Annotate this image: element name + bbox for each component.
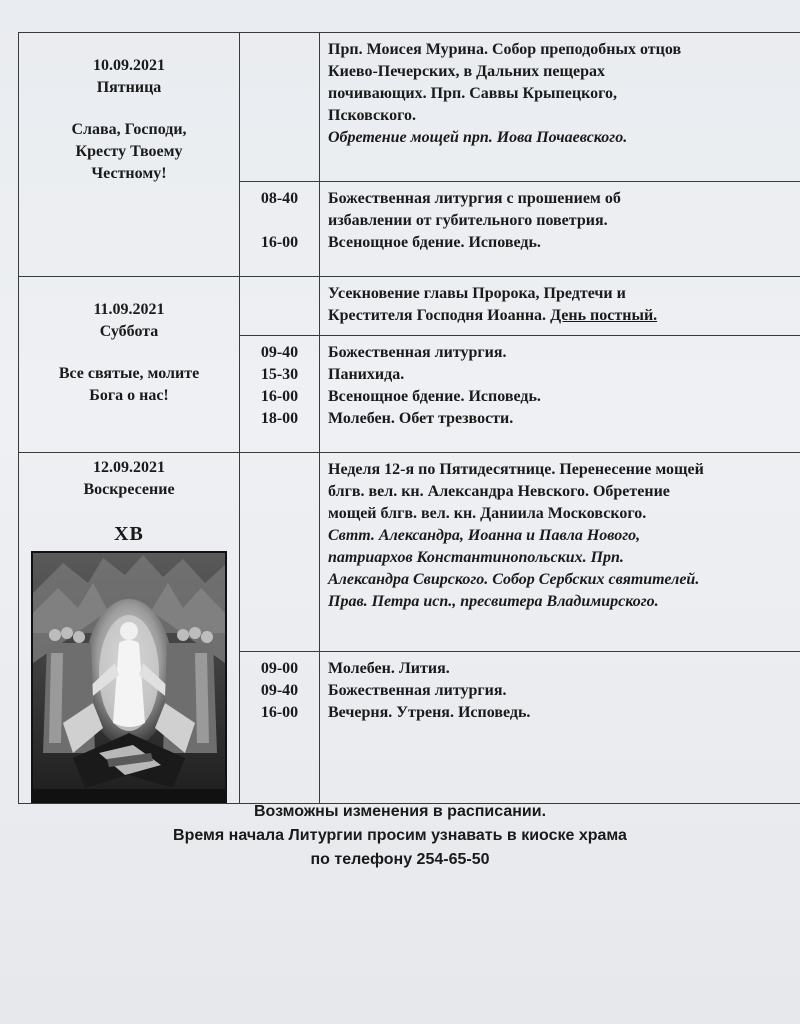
day2-feast-row — [19, 277, 800, 336]
service-time: 16-00 — [260, 703, 299, 721]
day3-date-cell — [19, 453, 240, 804]
day3-feast-line: блгв. вел. кн. Александра Невского. Обретение — [328, 483, 670, 500]
day1-feast-line: Киево-Печерских, в Дальних пещерах — [328, 63, 605, 80]
service-text: Всенощное бдение. Исповедь. — [328, 388, 541, 405]
footer-line: Возможны изменения в расписании. — [253, 803, 547, 820]
schedule-table — [18, 32, 800, 804]
service-time: 09-40 — [260, 344, 299, 361]
day3-feast-italic: Свтт. Александра, Иоанна и Павла Нового, — [328, 527, 641, 544]
day2-times-cell — [240, 336, 320, 453]
fast-day-label: День постный. — [550, 307, 658, 324]
service-text: Божественная литургия с прошением об — [328, 190, 621, 207]
day1-motto-line: Слава, Господи, — [71, 121, 187, 138]
icon-caption: ХВ — [114, 523, 144, 545]
service-time: 09-40 — [260, 681, 299, 699]
day3-services-cell — [320, 651, 800, 803]
day2-feast-time-cell — [240, 277, 320, 336]
day2-motto-line: Бога о нас! — [89, 387, 169, 404]
day1-feast-line: Прп. Моисея Мурина. Собор преподобных отцов — [328, 41, 682, 58]
service-text: Молебен. Обет трезвости. — [328, 410, 514, 427]
day1-weekday: Пятница — [96, 79, 162, 96]
day2-date: 11.09.2021 — [93, 301, 165, 318]
day3-feast-italic: патриархов Константинопольских. Прп. — [328, 549, 624, 566]
service-text: Молебен. Лития. — [328, 659, 450, 677]
service-text: Вечерня. Утреня. Исповедь. — [328, 703, 531, 721]
day3-feast-italic: Прав. Петра исп., пресвитера Владимирского. — [328, 593, 659, 610]
service-time: 09-00 — [260, 659, 299, 677]
service-text: Божественная литургия. — [328, 681, 507, 699]
service-time: 16-00 — [260, 234, 299, 251]
day2-feast-line: Усекновение главы Пророка, Предтечи и — [328, 285, 626, 302]
day3-date: 12.09.2021 — [93, 459, 165, 476]
service-text: Панихида. — [328, 366, 405, 383]
day1-date-cell — [19, 33, 240, 277]
day1-date: 10.09.2021 — [93, 57, 165, 74]
day3-feast-time-cell — [240, 453, 320, 652]
day1-feast-row — [19, 33, 800, 182]
day3-feast-row — [19, 453, 800, 652]
service-text: Всенощное бдение. Исповедь. — [328, 234, 541, 251]
day2-feast-line: Крестителя Господня Иоанна. — [328, 307, 547, 324]
day1-motto-line: Честному! — [91, 165, 167, 182]
day1-times-cell — [240, 182, 320, 277]
day1-feast-cell — [320, 33, 800, 182]
day1-feast-line: Псковского. — [328, 107, 416, 124]
day2-date-cell — [19, 277, 240, 453]
day3-feast-italic: Александра Свирского. Собор Сербских святителей. — [328, 571, 700, 588]
service-time: 15-30 — [260, 366, 299, 383]
footer-line: Время начала Литургии просим узнавать в киоске храма — [173, 827, 627, 844]
footer-notice — [0, 800, 800, 872]
service-time: 16-00 — [260, 388, 299, 405]
resurrection-icon — [33, 553, 225, 801]
day1-feast-line: почивающих. Прп. Саввы Крыпецкого, — [328, 85, 617, 102]
day1-feast-time-cell — [240, 33, 320, 182]
day2-feast-cell — [320, 277, 800, 336]
resurrection-icon-image — [31, 551, 227, 803]
day3-feast-line: мощей блгв. вел. кн. Даниила Московского. — [328, 505, 647, 522]
day2-weekday: Суббота — [99, 323, 159, 340]
day3-weekday: Воскресение — [83, 481, 175, 498]
service-time: 18-00 — [260, 410, 299, 427]
day1-feast-italic: Обретение мощей прп. Иова Почаевского. — [328, 129, 628, 146]
day1-services-cell — [320, 182, 800, 277]
day1-motto-line: Кресту Твоему — [75, 143, 183, 160]
day3-feast-line: Неделя 12-я по Пятидесятнице. Перенесение мощей — [328, 461, 704, 478]
footer-phone-line: по телефону 254-65-50 — [310, 851, 490, 868]
day3-times-cell — [240, 651, 320, 803]
day2-motto-line: Все святые, молите — [58, 365, 200, 382]
service-text: избавлении от губительного поветрия. — [328, 212, 608, 229]
service-time: 08-40 — [260, 190, 299, 207]
service-text: Божественная литургия. — [328, 344, 507, 361]
day3-feast-cell — [320, 453, 800, 652]
day2-services-cell — [320, 336, 800, 453]
